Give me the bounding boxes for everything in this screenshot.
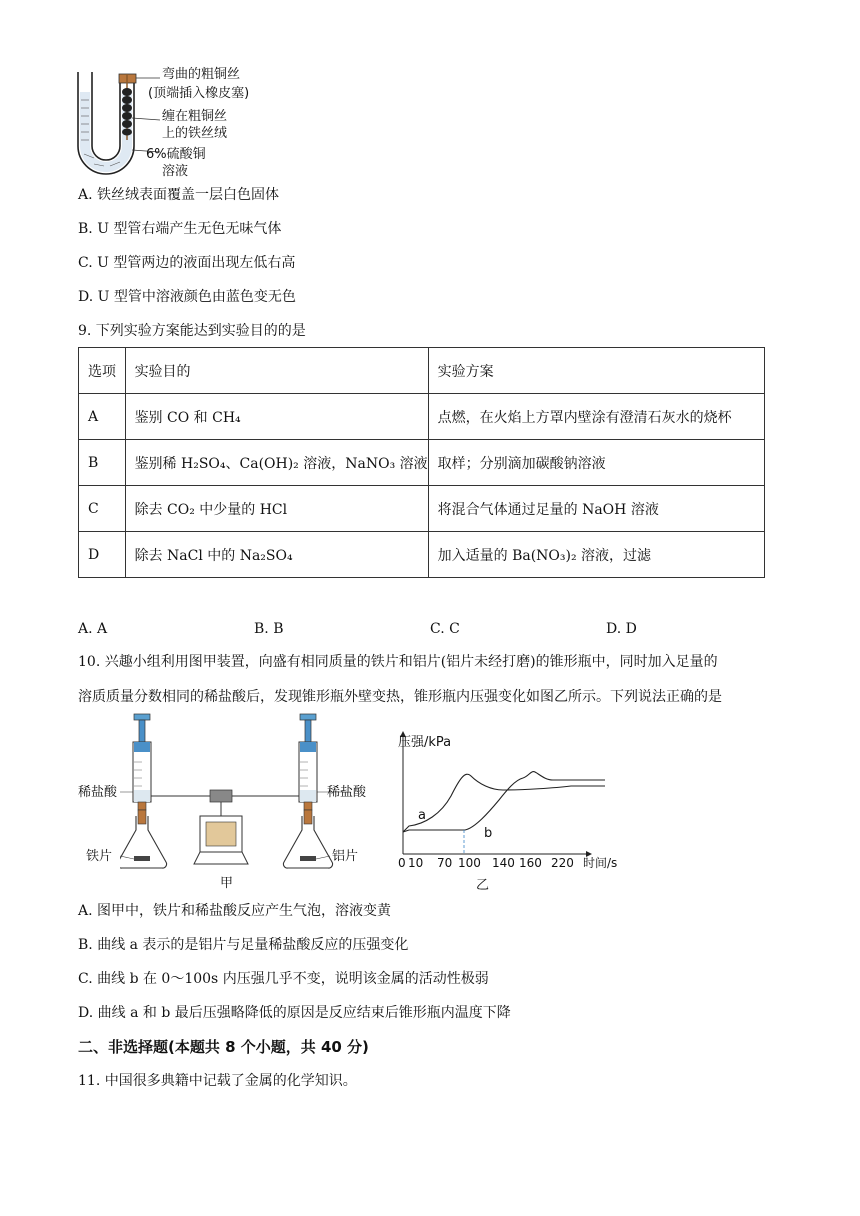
q9-table (78, 347, 765, 578)
section-heading: 二、非选择题(本题共 8 个小题，共 40 分) (78, 1038, 369, 1056)
label-stopper: (顶端插入橡皮塞) (148, 86, 250, 101)
label-solution-2: 溶液 (162, 164, 189, 179)
chart-y-label: 压强/kPa (398, 735, 452, 750)
table-cell: 除去 NaCl 中的 Na₂SO₄ (125, 532, 428, 578)
tick-220: 220 (551, 856, 574, 870)
curve-a-label: a (418, 808, 426, 823)
q8-option-b: B. U 型管右端产生无色无味气体 (78, 221, 282, 237)
tick-0: 0 (398, 856, 406, 870)
tick-160: 160 (519, 856, 542, 870)
label-aluminium: 铝片 (332, 849, 359, 864)
q9-answer-d: D. D (606, 621, 637, 637)
q8-option-a: A. 铁丝绒表面覆盖一层白色固体 (78, 187, 280, 203)
table-cell: 鉴别稀 H₂SO₄、Ca(OH)₂ 溶液，NaNO₃ 溶液 (125, 440, 428, 486)
table-row (79, 532, 765, 578)
tick-70: 70 (437, 856, 453, 870)
q10-stem-line2: 溶质质量分数相同的稀盐酸后，发现锥形瓶外壁变热，锥形瓶内压强变化如图乙所示。下列说法正确的是 (78, 689, 722, 705)
caption-yi: 乙 (476, 878, 490, 893)
table-cell: 除去 CO₂ 中少量的 HCl (125, 486, 428, 532)
label-acid-right: 稀盐酸 (327, 785, 367, 800)
tick-100: 100 (458, 856, 481, 870)
q10-option-c: C. 曲线 b 在 0～100s 内压强几乎不变，说明该金属的活动性极弱 (78, 971, 489, 987)
table-cell: D (79, 532, 126, 578)
chart-x-label: 时间/s (583, 856, 618, 870)
label-iron: 铁片 (86, 849, 113, 864)
apparatus-figure (120, 712, 350, 872)
label-iron-wool: 缠在粗铜丝 (162, 109, 228, 124)
q8-option-c: C. U 型管两边的液面出现左低右高 (78, 255, 296, 271)
q11-stem: 11. 中国很多典籍中记载了金属的化学知识。 (78, 1073, 357, 1089)
q9-answer-a: A. A (78, 621, 108, 637)
table-cell: B (79, 440, 126, 486)
table-header-cell: 实验目的 (125, 348, 428, 394)
table-header-row (79, 348, 765, 394)
table-row (79, 394, 765, 440)
curve-b-label: b (484, 826, 493, 841)
u-tube-figure (70, 70, 160, 180)
q9-answer-b: B. B (254, 621, 284, 637)
q9-stem: 9. 下列实验方案能达到实验目的的是 (78, 323, 306, 339)
table-cell: A (79, 394, 126, 440)
q10-option-d: D. 曲线 a 和 b 最后压强略降低的原因是反应结束后锥形瓶内温度下降 (78, 1005, 511, 1021)
label-acid-left: 稀盐酸 (78, 785, 118, 800)
q10-option-a: A. 图甲中，铁片和稀盐酸反应产生气泡，溶液变黄 (78, 903, 392, 919)
tick-10: 10 (408, 856, 424, 870)
table-cell: 将混合气体通过足量的 NaOH 溶液 (428, 486, 764, 532)
table-cell: 取样；分别滴加碳酸钠溶液 (428, 440, 764, 486)
label-copper-wire: 弯曲的粗铜丝 (162, 67, 241, 82)
table-cell: 鉴别 CO 和 CH₄ (125, 394, 428, 440)
q9-answer-c: C. C (430, 621, 460, 637)
caption-jia: 甲 (220, 876, 234, 891)
table-cell: C (79, 486, 126, 532)
pressure-chart (395, 730, 625, 870)
table-cell: 点燃，在火焰上方罩内壁涂有澄清石灰水的烧杯 (428, 394, 764, 440)
q8-option-d: D. U 型管中溶液颜色由蓝色变无色 (78, 289, 296, 305)
curve-b-line (403, 772, 605, 832)
table-header-cell: 选项 (79, 348, 126, 394)
tick-140: 140 (492, 856, 515, 870)
table-header-cell: 实验方案 (428, 348, 764, 394)
table-cell: 加入适量的 Ba(NO₃)₂ 溶液，过滤 (428, 532, 764, 578)
label-iron-wool-2: 上的铁丝绒 (162, 126, 228, 141)
table-row (79, 486, 765, 532)
label-solution: 6%硫酸铜 (146, 147, 206, 162)
q10-stem-line1: 10. 兴趣小组利用图甲装置，向盛有相同质量的铁片和铝片(铝片未经打磨)的锥形瓶中，同时加入足量的 (78, 654, 718, 670)
table-row (79, 440, 765, 486)
q10-option-b: B. 曲线 a 表示的是铝片与足量稀盐酸反应的压强变化 (78, 937, 409, 953)
curve-a-line (403, 774, 605, 832)
